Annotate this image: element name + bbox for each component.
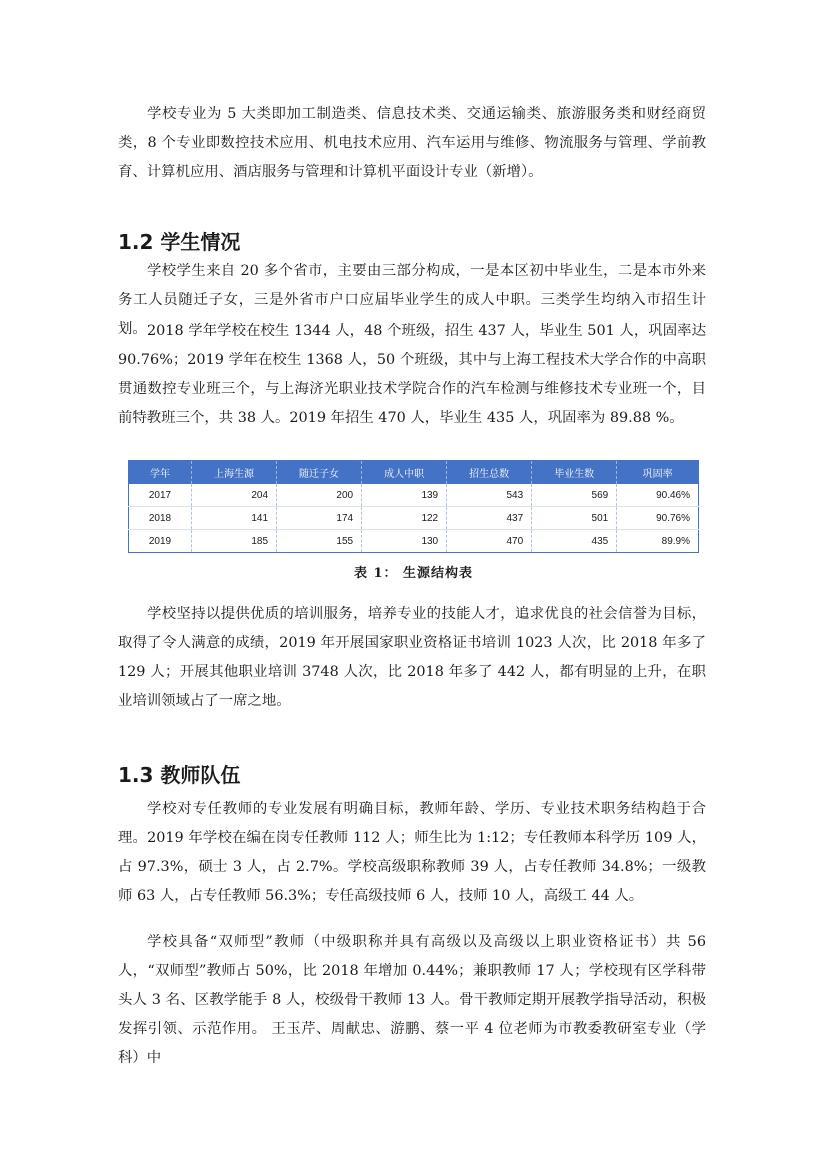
table-cell: 470 [447,530,532,553]
table-cell: 204 [191,484,276,507]
table-cell: 90.46% [617,484,699,507]
table-row [129,484,699,507]
section-heading-teachers: 1.3 教师队伍 [118,763,241,787]
table-header-cell: 招生总数 [447,461,532,485]
teachers-paragraph-1: 学校对专任教师的专业发展有明确目标，教师年龄、学历、专业技术职务结构趋于合理。2019 年学校在编在岗专任教师 112 人；师生比为 1:12；专任教师本科学历 109 人，占 97.3%，硕士 3 人，占 2.7%。学校高级职称教师 39 人，占专任教师 34.8%；一级教师 63 人，占专任教师 56.3%；专任高级技师 6 人，技师 10 人，高级工 44 人。 [118,801,706,904]
table-cell: 89.9% [617,530,699,553]
student-source-table [128,460,699,553]
table-cell: 130 [362,530,447,553]
table-cell: 569 [532,484,617,507]
table-cell: 139 [362,484,447,507]
table-cell: 155 [277,530,362,553]
table-header-cell: 巩固率 [617,461,699,485]
table-header-cell: 随迁子女 [277,461,362,485]
table-cell: 174 [277,507,362,530]
students-paragraph-1: 学校学生来自 20 多个省市，主要由三部分构成，一是本区初中毕业生，二是本市外来务工人员随迁子女，三是外省市户口应届毕业学生的成人中职。三类学生均纳入市招生计划。 [118,263,706,337]
table-header-cell: 毕业生数 [532,461,617,485]
section-heading-students: 1.2 学生情况 [118,230,241,254]
table-cell: 543 [447,484,532,507]
table-caption: 表 1： 生源结构表 [353,566,474,581]
table-cell: 141 [191,507,276,530]
table-cell: 185 [191,530,276,553]
table-cell: 200 [277,484,362,507]
table-header-cell: 学年 [129,461,192,485]
intro-paragraph: 学校专业为 5 大类即加工制造类、信息技术类、交通运输类、旅游服务类和财经商贸类，8 个专业即数控技术应用、机电技术应用、汽车运用与维修、物流服务与管理、学前教育、计算机应用、酒店服务与管理和计算机平面设计专业（新增）。 [118,106,706,180]
table-header-row [129,461,699,485]
table-row [129,507,699,530]
training-paragraph: 学校坚持以提供优质的培训服务，培养专业的技能人才，追求优良的社会信誉为目标，取得了令人满意的成绩，2019 年开展国家职业资格证书培训 1023 人次，比 2018 年多了 129 人；开展其他职业培训 3748 人次，比 2018 年多了 442 人，都有明显的上升，在职业培训领域占了一席之地。 [118,606,706,709]
table-cell: 501 [532,507,617,530]
table-cell: 2017 [129,484,192,507]
students-paragraph-2: 2018 学年学校在校生 1344 人，48 个班级，招生 437 人，毕业生 501 人，巩固率达 90.76%；2019 学年在校生 1368 人，50 个班级，其中与上海工程技术大学合作的中高职贯通数控专业班三个，与上海济光职业技术学院合作的汽车检测与维修技术专业班一个，目前特教班三个，共 38 人。2019 年招生 470 人，毕业生 435 人，巩固率为 89.88 %。 [118,323,706,426]
table-cell: 90.76% [617,507,699,530]
table-cell: 2018 [129,507,192,530]
table-header-cell: 成人中职 [362,461,447,485]
table-cell: 122 [362,507,447,530]
table-header-cell: 上海生源 [191,461,276,485]
table-cell: 437 [447,507,532,530]
table-cell: 2019 [129,530,192,553]
table-cell: 435 [532,530,617,553]
teachers-paragraph-2: 学校具备“双师型”教师（中级职称并具有高级以及高级以上职业资格证书）共 56 人，“双师型”教师占 50%，比 2018 年增加 0.44%；兼职教师 17 人；学校现有区学科带头人 3 名、区教学能手 8 人，校级骨干教师 13 人。骨干教师定期开展教学指导活动，积极发挥引领、示范作用。 王玉芹、周献忠、游鹏、蔡一平 4 位老师为市教委教研室专业（学科）中 [118,934,706,1066]
table-row [129,530,699,553]
